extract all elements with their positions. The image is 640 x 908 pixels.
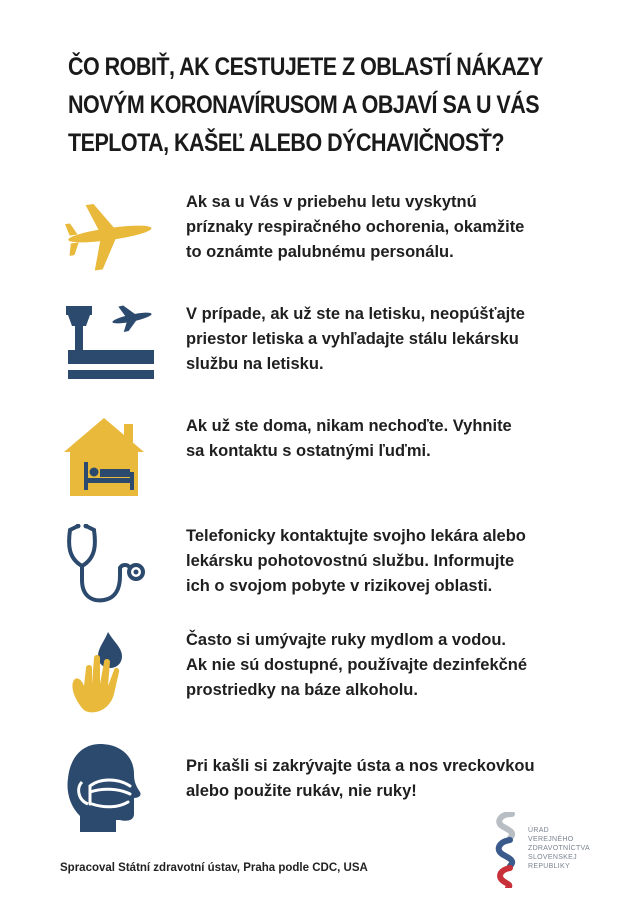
advice-item-doctor xyxy=(60,524,600,614)
logo-text-line: REPUBLIKY xyxy=(528,863,570,870)
footer-credit: Spracoval Státní zdravotní ústav, Praha podle CDC, USA xyxy=(60,862,368,874)
advice-item-home xyxy=(60,414,600,504)
advice-line: Často si umývajte ruky mydlom a vodou. xyxy=(186,631,507,649)
hand-wash-icon xyxy=(60,628,160,718)
advice-line: Ak sa u Vás v priebehu letu vyskytnú xyxy=(186,193,477,211)
advice-line: to oznámte palubnému personálu. xyxy=(186,243,454,261)
advice-line: príznaky respiračného ochorenia, okamžite xyxy=(186,218,525,236)
title-line-2: NOVÝM KORONAVÍRUSOM A OBJAVÍ SA U VÁS xyxy=(68,91,540,119)
advice-line: prostriedky na báze alkoholu. xyxy=(186,681,418,699)
title-line-3: TEPLOTA, KAŠEĽ ALEBO DÝCHAVIČNOSŤ? xyxy=(68,129,504,157)
airport-tower-icon xyxy=(60,302,160,392)
advice-item-airport xyxy=(60,302,600,392)
advice-line: Telefonicky kontaktujte svojho lekára alebo xyxy=(186,527,526,545)
advice-text xyxy=(186,302,606,377)
advice-text xyxy=(186,414,606,464)
advice-line: službu na letisku. xyxy=(186,355,324,373)
advice-text xyxy=(186,628,606,703)
advice-text xyxy=(186,754,606,804)
airplane-icon xyxy=(60,190,160,280)
logo-text-line: VEREJNÉHO xyxy=(528,836,574,843)
advice-text xyxy=(186,524,606,599)
face-mask-icon xyxy=(60,742,160,832)
advice-line: ich o svojom pobyte v rizikovej oblasti. xyxy=(186,577,493,595)
title-line-1: ČO ROBIŤ, AK CESTUJETE Z OBLASTÍ NÁKAZY xyxy=(68,53,543,81)
advice-line: V prípade, ak už ste na letisku, neopúšťajte xyxy=(186,305,525,323)
stethoscope-icon xyxy=(60,524,160,614)
advice-line: alebo použite rukáv, nie ruky! xyxy=(186,782,417,800)
advice-line: lekársku pohotovostnú službu. Informujte xyxy=(186,552,515,570)
advice-line: Ak už ste doma, nikam nechoďte. Vyhnite xyxy=(186,417,512,435)
page-title xyxy=(68,48,601,162)
logo-text xyxy=(528,826,590,871)
logo-text-line: ÚRAD xyxy=(528,827,550,834)
logo-text-line: SLOVENSKEJ xyxy=(528,854,577,861)
advice-line: Pri kašli si zakrývajte ústa a nos vreckovkou xyxy=(186,757,535,775)
advice-item-flight xyxy=(60,190,600,280)
advice-line: sa kontaktu s ostatnými ľuďmi. xyxy=(186,442,431,460)
logo-text-line: ZDRAVOTNÍCTVA xyxy=(528,845,590,852)
advice-line: priestor letiska a vyhľadajte stálu lekársku xyxy=(186,330,519,348)
advice-text xyxy=(186,190,606,265)
logo-mark-icon xyxy=(488,812,524,888)
institution-logo xyxy=(488,812,628,892)
house-bed-icon xyxy=(60,414,160,504)
advice-item-handwash xyxy=(60,628,600,718)
advice-line: Ak nie sú dostupné, používajte dezinfekčné xyxy=(186,656,528,674)
